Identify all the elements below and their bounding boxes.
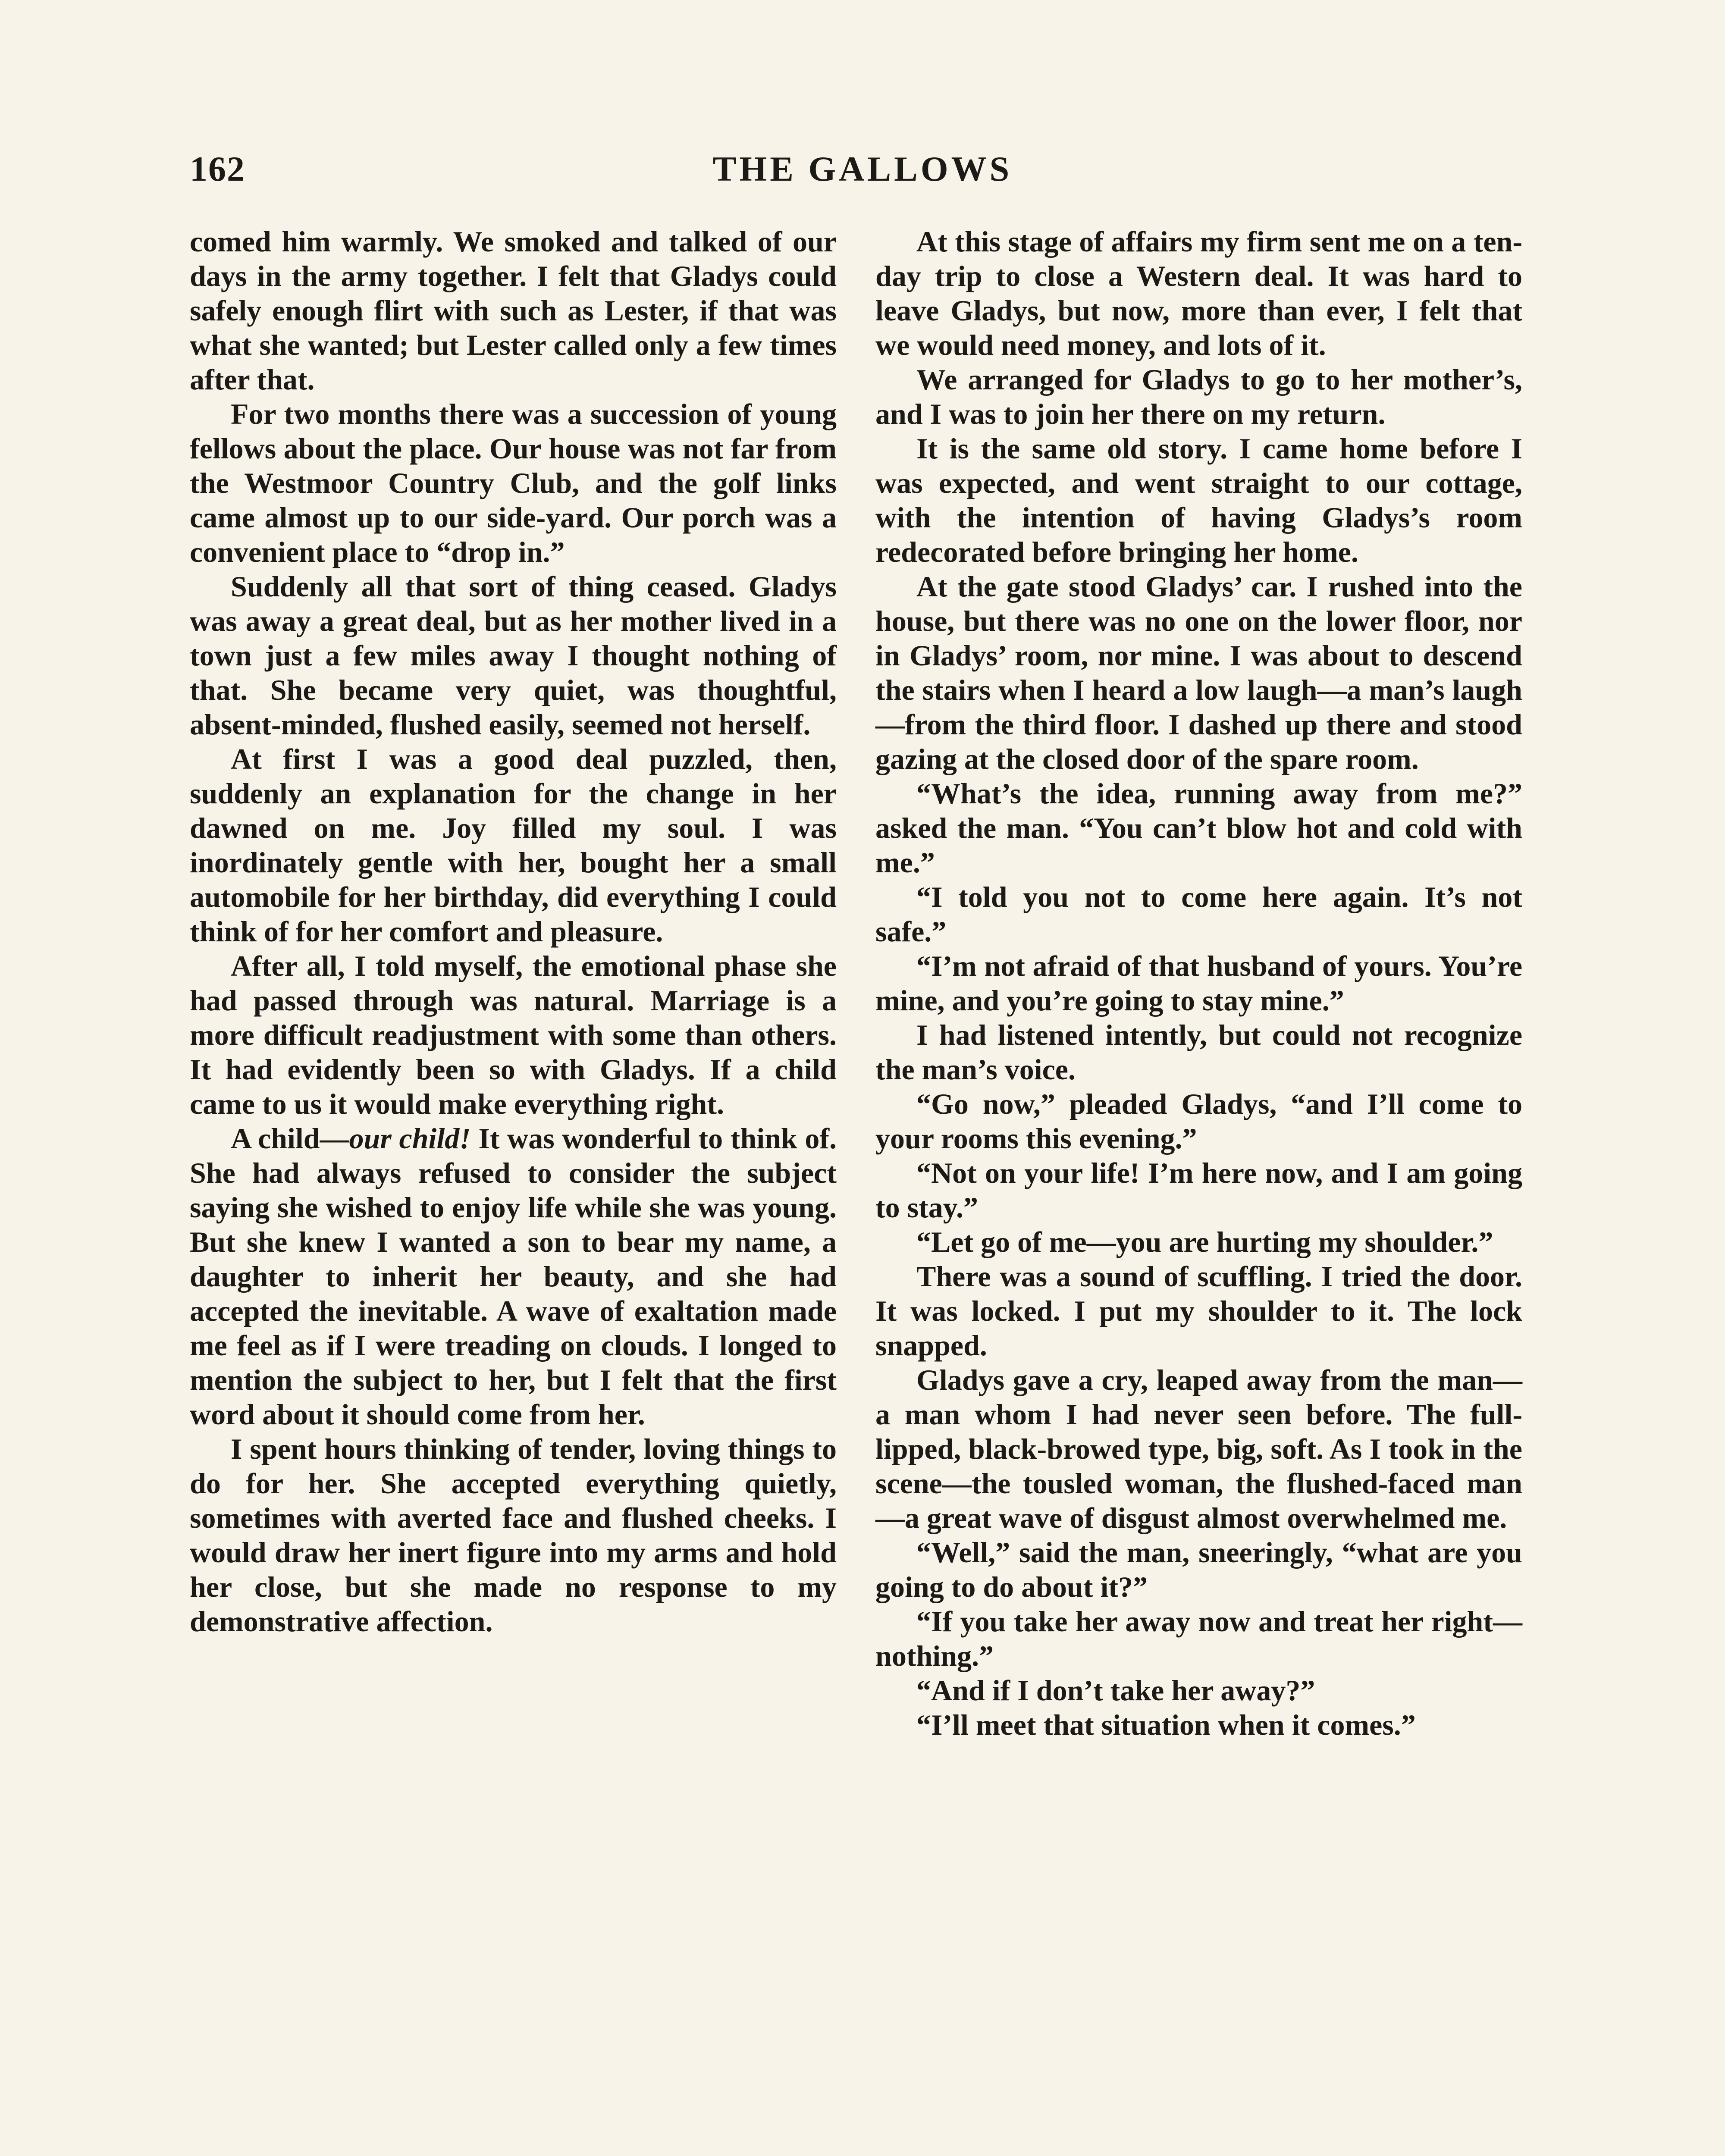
italic-emphasis: our child! — [349, 1122, 471, 1155]
text-run: A child— — [231, 1122, 349, 1155]
paragraph: “I told you not to come here again. It’s not safe.” — [875, 881, 1522, 948]
paragraph: At this stage of affairs my firm sent me on a ten-day trip to close a Western deal. It was hard to leave Gladys, but now, more than ever, I felt that we would need money, and lots of it. — [875, 225, 1522, 361]
paragraph: We arranged for Gladys to go to her mother’s, and I was to join her there on my return. — [875, 363, 1522, 430]
paragraph: “And if I don’t take her away?” — [916, 1674, 1315, 1707]
paragraph: For two months there was a succession of young fellows about the place. Our house was not far from the Westmoor Country Club, and the golf links came almost up to our side-yard. Our porch was a convenient place to “drop in.” — [190, 398, 837, 568]
paragraph: “Not on your life! I’m here now, and I am going to stay.” — [875, 1156, 1522, 1224]
paragraph: At first I was a good deal puzzled, then, suddenly an explanation for the change in her dawned on me. Joy filled my soul. I was inordinately gentle with her, bought her a small automobile for her birthday, did everything I could think of for her comfort and pleasure. — [190, 743, 837, 948]
paragraph: “If you take her away now and treat her right—nothing.” — [875, 1605, 1522, 1672]
text-run: It was wonderful to think of. She had always refused to consider the subject saying she wished to enjoy life while she was young. But she knew I wanted a son to bear my name, a daughter to inherit her beauty, and she had accepted the inevitable. A wave of exaltation made me feel as if I were treading on clouds. I longed to mention the subject to her, but I felt that the first word about it should come from her. — [190, 1122, 837, 1431]
left-column — [190, 224, 837, 1639]
paragraph — [190, 1121, 837, 1432]
paragraph: I spent hours thinking of tender, loving things to do for her. She accepted everything quietly, sometimes with averted face and flushed cheeks. I would draw her inert figure into my arms and hold her close, but she made no response to my demonstrative affection. — [190, 1432, 837, 1638]
paragraph: It is the same old story. I came home before I was expected, and went straight to our cottage, with the intention of having Gladys’s room redecorated before bringing her home. — [875, 432, 1522, 568]
paragraph: “Go now,” pleaded Gladys, “and I’ll come to your rooms this evening.” — [875, 1087, 1522, 1155]
paragraph: “I’m not afraid of that husband of yours. You’re mine, and you’re going to stay mine.” — [875, 950, 1522, 1017]
paragraph: “What’s the idea, running away from me?” asked the man. “You can’t blow hot and cold with me.” — [875, 777, 1522, 879]
paragraph: After all, I told myself, the emotional phase she had passed through was natural. Marriage is a more difficult readjustment with some than others. It had evidently been so with Gladys. If a child came to us it would make everything right. — [190, 950, 837, 1120]
paragraph: There was a sound of scuffling. I tried the door. It was locked. I put my shoulder to it. The lock snapped. — [875, 1260, 1522, 1362]
paragraph: “Well,” said the man, sneeringly, “what are you going to do about it?” — [875, 1536, 1522, 1603]
paragraph: Gladys gave a cry, leaped away from the man—a man whom I had never seen before. The full-lipped, black-browed type, big, soft. As I took in the scene—the tousled woman, the flushed-faced man—a great wave of disgust almost overwhelmed me. — [875, 1363, 1522, 1534]
paragraph: “I’ll meet that situation when it comes.” — [916, 1708, 1416, 1741]
paragraph: At the gate stood Gladys’ car. I rushed into the house, but there was no one on the lower floor, nor in Gladys’ room, nor mine. I was about to descend the stairs when I heard a low laugh—a man’s laugh—from the third floor. I dashed up there and stood gazing at the closed door of the spare room. — [875, 570, 1522, 775]
page-number: 162 — [190, 149, 245, 188]
paragraph: I had listened intently, but could not recognize the man’s voice. — [875, 1018, 1522, 1086]
paragraph: comed him warmly. We smoked and talked of our days in the army together. I felt that Gladys could safely enough flirt with such as Lester, if that was what she wanted; but Lester called only a few times after that. — [190, 225, 837, 396]
paragraph: Suddenly all that sort of thing ceased. Gladys was away a great deal, but as her mother lived in a town just a few miles away I thought nothing of that. She became very quiet, was thoughtful, absent-minded, flushed easily, seemed not herself. — [190, 570, 837, 741]
paragraph: “Let go of me—you are hurting my shoulder.” — [916, 1225, 1493, 1258]
right-column — [875, 224, 1522, 1742]
running-head-title: THE GALLOWS — [712, 149, 1013, 188]
